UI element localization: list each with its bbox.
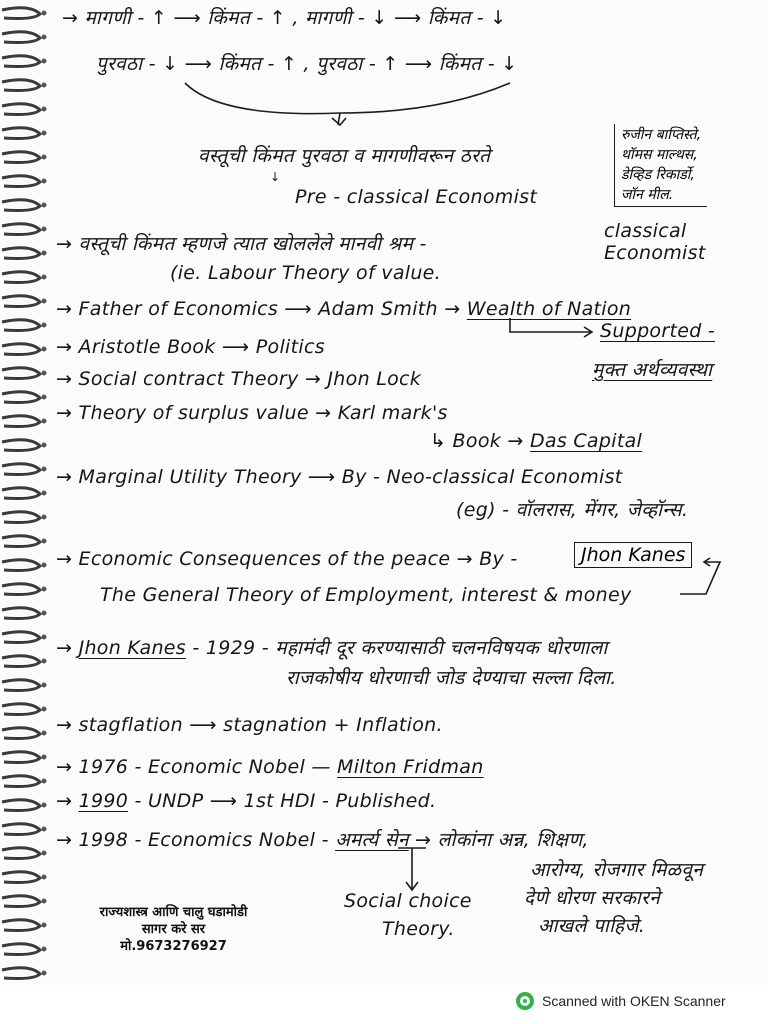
economist-name: डेव्हिड रिकार्डो, (621, 167, 695, 183)
nobel-1976-text: → 1976 - Economic Nobel — (56, 756, 338, 778)
spiral-loop (2, 152, 40, 163)
spiral-hole (42, 59, 47, 64)
note-line-should-plan: आखले पाहिजे. (538, 915, 646, 937)
jhon-kanes-box: Jhon Kanes (574, 542, 692, 568)
spiral-hole (42, 539, 47, 544)
note-line-1990-undp (56, 790, 436, 812)
year-1990: 1990 (78, 790, 129, 812)
economist-name: थॉमस माल्थस, (621, 147, 698, 163)
sen-policy-text: → लोकांना अन्न, शिक्षण, (408, 829, 589, 851)
spiral-hole (42, 755, 47, 760)
spiral-hole (42, 707, 47, 712)
note-line-stagflation: → stagflation ⟶ stagnation + Inflation. (56, 714, 443, 736)
spiral-loop (2, 104, 40, 115)
spiral-hole (42, 803, 47, 808)
milton-fridman: Milton Fridman (337, 756, 484, 778)
nobel-1998-text: → 1998 - Economics Nobel - (56, 829, 336, 851)
spiral-loop (2, 656, 40, 667)
spiral-hole (42, 347, 47, 352)
spiral-loop (2, 32, 40, 43)
spiral-hole (42, 827, 47, 832)
spiral-loop (2, 176, 40, 187)
spiral-loop (2, 824, 40, 835)
note-line-labour-value: → वस्तूची किंमत म्हणजे त्यात खोललेले मानवी श्रम - (56, 233, 427, 255)
spiral-loop (2, 872, 40, 883)
stamp-phone: मो.9673276927 (120, 939, 227, 954)
wealth-of-nation: Wealth of Nation (466, 298, 632, 320)
note-line-policy-govt: देणे धोरण सरकारने (524, 887, 661, 909)
note-line-health-employment: आरोग्य, रोजगार मिळवून (530, 859, 704, 881)
book-text: ↳ Book → (430, 430, 530, 452)
economist-name: जॉन मील. (621, 187, 674, 203)
note-line-marginal-utility: → Marginal Utility Theory ⟶ By - Neo-classical Economist (56, 466, 623, 488)
spiral-hole (42, 35, 47, 40)
note-line-social-contract: → Social contract Theory → Jhon Lock (56, 368, 422, 390)
supported-label: Supported - (600, 320, 716, 342)
arrow-prefix: → (56, 790, 79, 812)
scanner-label: Scanned with OKEN Scanner (542, 993, 726, 1009)
note-line-supply: पुरवठा - ↓ ⟶ किंमत - ↑ , पुरवठा - ↑ ⟶ किंमत - ↓ (96, 53, 518, 75)
spiral-loop (2, 560, 40, 571)
spiral-loop (2, 800, 40, 811)
note-line-aristotle: → Aristotle Book ⟶ Politics (56, 336, 325, 358)
spiral-loop (2, 368, 40, 379)
oken-scanner-logo-icon (516, 992, 534, 1010)
spiral-loop (2, 440, 40, 451)
spiral-hole (42, 11, 47, 16)
note-line-labour-theory: (ie. Labour Theory of value. (170, 262, 442, 284)
spiral-loop (2, 968, 40, 979)
return-arrow-icon (676, 548, 726, 598)
note-line-das-capital (430, 430, 642, 452)
spiral-hole (42, 587, 47, 592)
spiral-hole (42, 419, 47, 424)
kanes-1929-text: - 1929 - महामंदी दूर करण्यासाठी चलनविषयक धोरणाला (185, 637, 608, 659)
spiral-hole (42, 275, 47, 280)
spiral-loop (2, 944, 40, 955)
note-line-neo-classical-names: (eg) - वॉलरास, मेंगर, जेव्हॉन्स. (456, 499, 689, 521)
spiral-loop (2, 512, 40, 523)
spiral-loop (2, 8, 40, 19)
classical-word: classical (604, 220, 687, 242)
spiral-hole (42, 323, 47, 328)
spiral-hole (42, 683, 47, 688)
spiral-hole (42, 83, 47, 88)
note-line-demand: → मागणी - ↑ ⟶ किंमत - ↑ , मागणी - ↓ ⟶ किंमत - ↓ (62, 7, 507, 29)
spiral-loop (2, 320, 40, 331)
spiral-hole (42, 947, 47, 952)
spiral-hole (42, 659, 47, 664)
note-line-general-theory: The General Theory of Employment, interest & money (100, 584, 632, 606)
spiral-hole (42, 875, 47, 880)
spiral-hole (42, 251, 47, 256)
spiral-loop (2, 896, 40, 907)
spiral-loop (2, 776, 40, 787)
note-line-surplus-value: → Theory of surplus value → Karl mark's (56, 402, 448, 424)
spiral-hole (42, 179, 47, 184)
spiral-loop (2, 344, 40, 355)
spiral-loop (2, 584, 40, 595)
amartya-sen: अमर्त्य सेन (335, 829, 409, 851)
spiral-hole (42, 491, 47, 496)
spiral-loop (2, 536, 40, 547)
spiral-loop (2, 632, 40, 643)
note-line-kanes-1929 (56, 634, 608, 660)
spiral-hole (42, 131, 47, 136)
note-line-pre-classical: Pre - classical Economist (295, 186, 538, 208)
spiral-hole (42, 203, 47, 208)
spiral-loop (2, 200, 40, 211)
economist-name: रुजीन बाप्तिस्ते, (621, 127, 702, 143)
author-stamp (86, 904, 261, 955)
spiral-binding (0, 0, 60, 985)
bracket-arrow-icon (180, 78, 520, 128)
note-line-adam-smith (56, 298, 631, 320)
spiral-hole (42, 227, 47, 232)
spiral-loop (2, 488, 40, 499)
spiral-loop (2, 392, 40, 403)
spiral-hole (42, 923, 47, 928)
stamp-title: राज्यशास्त्र आणि चालु घडामोडी (99, 905, 248, 920)
spiral-hole (42, 443, 47, 448)
spiral-hole (42, 467, 47, 472)
spiral-loop (2, 728, 40, 739)
stamp-author: सागर करे सर (141, 922, 206, 937)
scanner-footer (516, 991, 726, 1011)
spiral-loop (2, 608, 40, 619)
spiral-hole (42, 635, 47, 640)
spiral-hole (42, 731, 47, 736)
spiral-loop (2, 56, 40, 67)
das-capital: Das Capital (529, 430, 643, 452)
spiral-hole (42, 611, 47, 616)
undp-text: - UNDP ⟶ 1st HDI - Published. (128, 790, 437, 812)
spiral-hole (42, 899, 47, 904)
spiral-hole (42, 779, 47, 784)
theory-label: Theory. (382, 918, 455, 940)
note-line-price-depends: वस्तूची किंमत पुरवठा व मागणीवरून ठरते (198, 145, 491, 167)
spiral-loop (2, 920, 40, 931)
spiral-hole (42, 515, 47, 520)
spiral-hole (42, 155, 47, 160)
arrow-prefix: → (56, 637, 79, 659)
spiral-hole (42, 107, 47, 112)
social-choice-label: Social choice (344, 890, 472, 912)
connector-arrow-icon (508, 318, 598, 340)
spiral-hole (42, 563, 47, 568)
spiral-hole (42, 299, 47, 304)
spiral-hole (42, 971, 47, 976)
spiral-hole (42, 395, 47, 400)
spiral-hole (42, 371, 47, 376)
spiral-loop (2, 224, 40, 235)
classical-economist-label (604, 220, 706, 264)
note-line-consequences-peace: → Economic Consequences of the peace → By - (56, 548, 518, 570)
spiral-loop (2, 464, 40, 475)
spiral-loop (2, 128, 40, 139)
spiral-loop (2, 248, 40, 259)
spiral-loop (2, 272, 40, 283)
down-arrow-icon: ↓ (270, 170, 281, 184)
free-economy-label: मुक्त अर्थव्यवस्था (592, 359, 713, 381)
note-line-1976-nobel (56, 756, 484, 778)
spiral-loop (2, 848, 40, 859)
economist-word: Economist (604, 242, 706, 264)
economists-box (614, 124, 707, 207)
adam-smith-text: → Father of Economics ⟶ Adam Smith → (56, 298, 467, 320)
spiral-hole (42, 851, 47, 856)
spiral-loop (2, 296, 40, 307)
note-line-fiscal-policy: राजकोषीय धोरणाची जोड देण्याचा सल्ला दिला. (286, 667, 617, 689)
note-line-1998-nobel (56, 826, 589, 852)
spiral-loop (2, 704, 40, 715)
spiral-loop (2, 416, 40, 427)
spiral-loop (2, 680, 40, 691)
spiral-loop (2, 80, 40, 91)
spiral-loop (2, 752, 40, 763)
down-arrow-icon (396, 846, 436, 896)
jhon-kanes-name: Jhon Kanes (78, 637, 186, 659)
